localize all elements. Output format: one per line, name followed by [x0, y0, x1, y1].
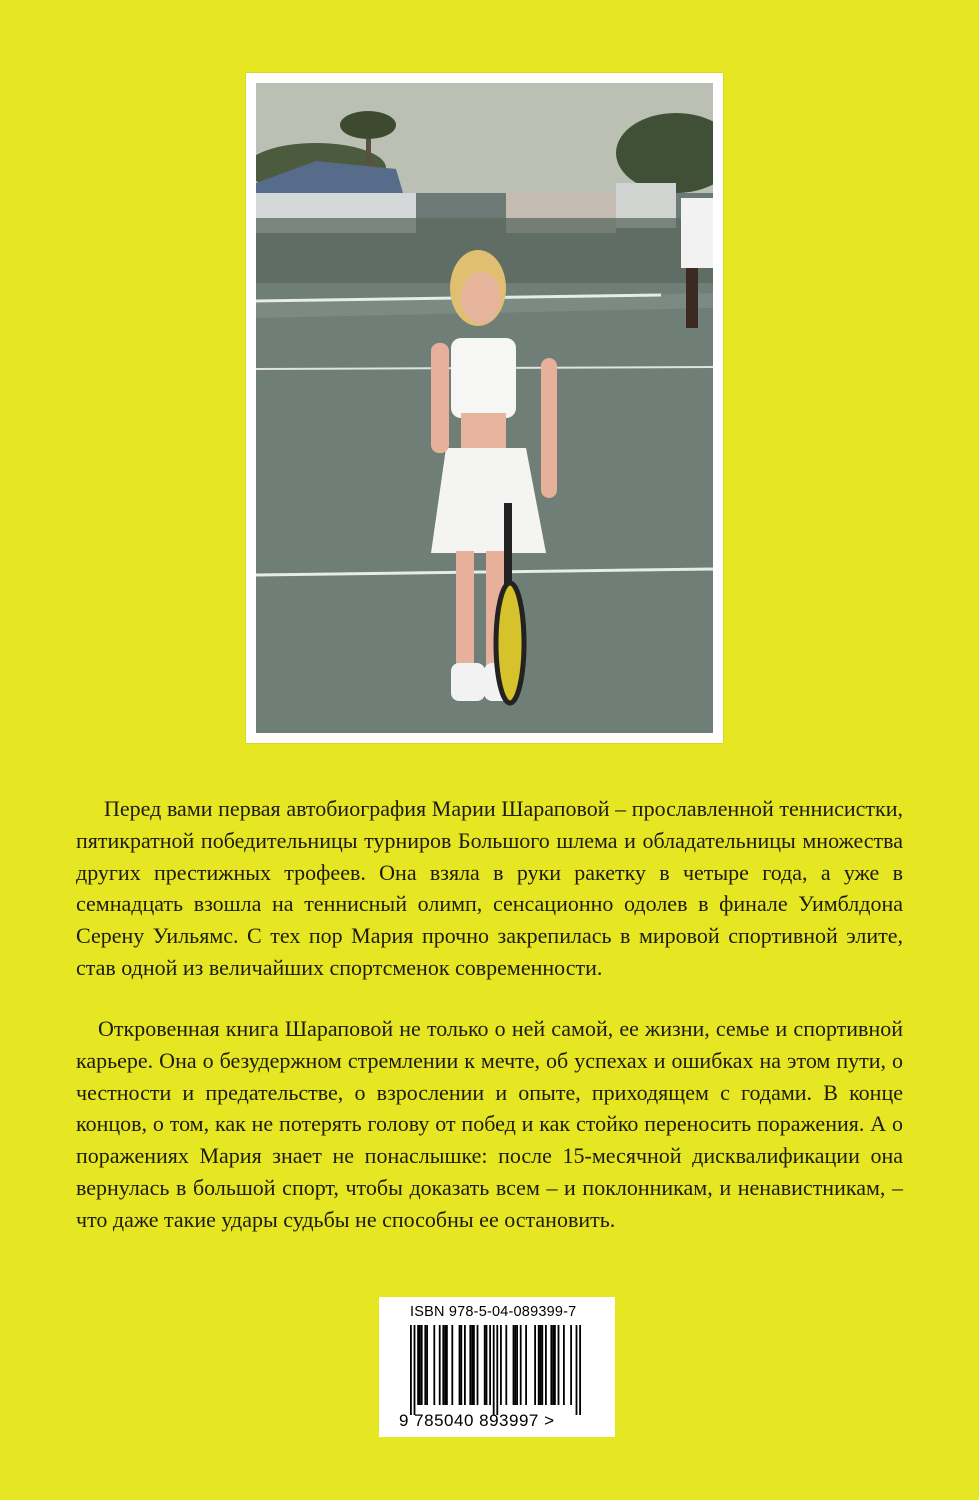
barcode-digits: 9 785040 893997 >: [399, 1411, 555, 1430]
barcode-bar: [534, 1325, 536, 1405]
barcode-bar: [500, 1325, 502, 1405]
barcode-bar: [433, 1325, 435, 1405]
barcode-bar: [576, 1325, 578, 1415]
barcode-bar: [520, 1325, 522, 1405]
barcode-bar: [469, 1325, 471, 1405]
barcode-box: [379, 1297, 615, 1437]
barcode-bar: [471, 1325, 473, 1405]
barcode-bar: [421, 1325, 423, 1405]
barcode-bar: [541, 1325, 543, 1405]
barcode-bar: [540, 1325, 542, 1405]
barcode-bar: [554, 1325, 556, 1405]
barcode-bar: [442, 1325, 444, 1405]
photo-frame: [246, 73, 723, 743]
barcode-bar: [579, 1325, 581, 1415]
barcode-bar: [414, 1325, 416, 1415]
barcode-bar: [477, 1325, 479, 1405]
barcode-bar: [426, 1325, 428, 1405]
barcode-bar: [552, 1325, 554, 1405]
barcode-bar: [460, 1325, 462, 1405]
barcode-bar: [459, 1325, 461, 1405]
cover-photo: [256, 83, 713, 733]
barcode-bar: [516, 1325, 518, 1405]
barcode-bar: [444, 1325, 446, 1405]
isbn-label: ISBN 978-5-04-089399-7: [410, 1304, 577, 1320]
barcode-bar: [410, 1325, 412, 1415]
barcode-bar: [570, 1325, 572, 1405]
barcode-bar: [424, 1325, 426, 1405]
barcode-bar: [489, 1325, 491, 1405]
barcode-bar: [451, 1325, 453, 1405]
barcode-bar: [493, 1325, 495, 1415]
barcode-bar: [484, 1325, 486, 1405]
description-paragraph-1: Перед вами первая автобиография Марии Шараповой – прославленной теннисистки, пятикратной победительницы турниров Большого шлема и обладательницы множества других престижных трофеев. Она взяла в руки ракетку в четыре года, а уже в семнадцать взошла на теннисный олимп, сенсационно одолев в финале Уимблдона Серену Уильямс. С тех пор Мария прочно закрепилась в мировой спортивной элите, став одной из величайших спортсменок современности.: [76, 796, 903, 980]
barcode-bar: [439, 1325, 441, 1405]
barcode-bar: [473, 1325, 475, 1405]
barcode-bar: [525, 1325, 527, 1405]
barcode-bar: [545, 1325, 547, 1405]
barcode-bar: [464, 1325, 466, 1405]
barcode-bar: [496, 1325, 498, 1415]
description-paragraph-2: Откровенная книга Шараповой не только о ней самой, ее жизни, семье и спортивной карьере. Она о безудержном стремлении к мечте, об успехах и ошибках на этом пути, о честности и предательстве, о взрослении и опыте, приходящем с годами. В конце концов, о том, как не потерять голову от побед и как стойко переносить поражения. А о поражениях Мария знает не понаслышке: после 15-месячной дисквалификации она вернулась в большой спорт, чтобы доказать всем – и поклонникам, и ненавистникам, – что даже такие удары судьбы не способны ее остановить.: [76, 1016, 903, 1232]
barcode-bar: [538, 1325, 540, 1405]
barcode-bar: [486, 1325, 488, 1405]
barcode-bar: [419, 1325, 421, 1405]
barcode-bar: [417, 1325, 419, 1405]
barcode-bar: [513, 1325, 515, 1405]
barcode-bar: [550, 1325, 552, 1405]
barcode-bar: [558, 1325, 560, 1405]
barcode-bar: [514, 1325, 516, 1405]
barcode-bar: [563, 1325, 565, 1405]
cover-photo-illustration: [256, 83, 713, 733]
barcode-bar: [505, 1325, 507, 1405]
barcode-bar: [446, 1325, 448, 1405]
